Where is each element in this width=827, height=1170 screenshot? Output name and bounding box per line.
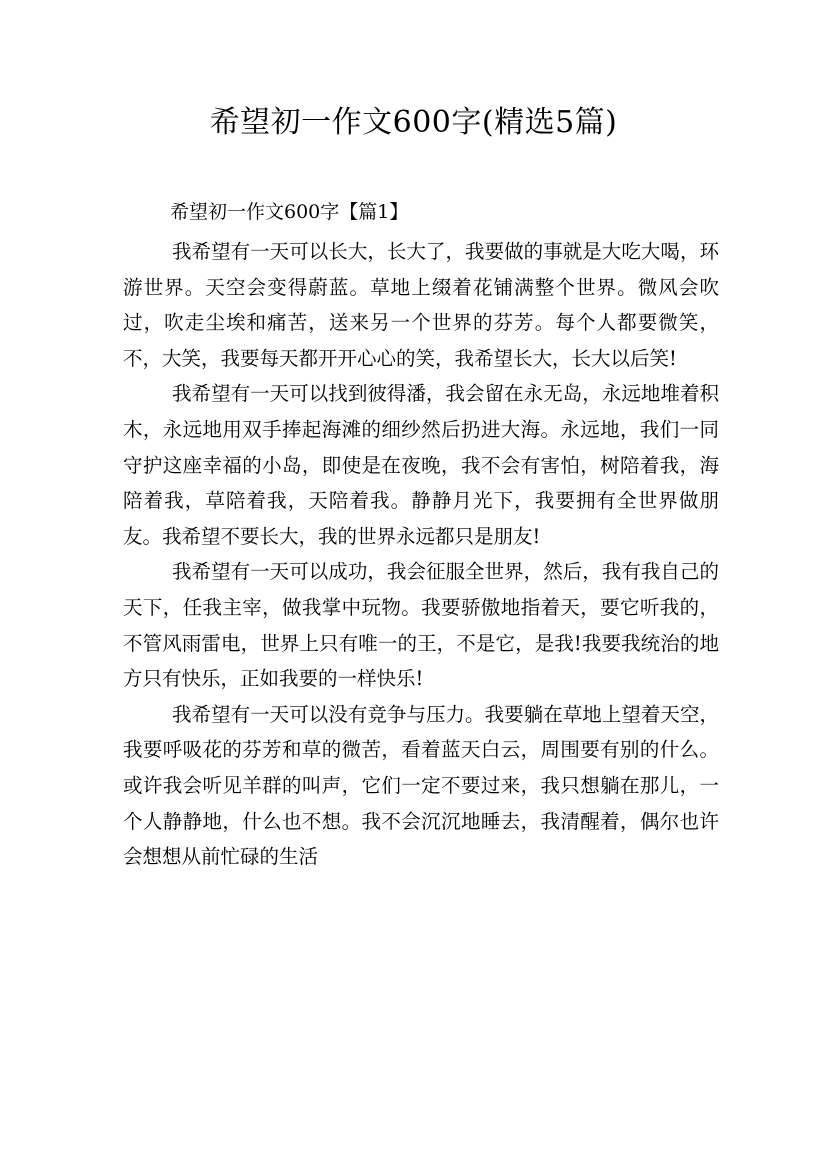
section-heading: 希望初一作文600字【篇1】 [170,201,409,223]
paragraph-2: 我希望有一天可以找到彼得潘，我会留在永无岛，永远地堆着积木，永远地用双手捧起海滩的细纱然后扔进大海。永远地，我们一同守护这座幸福的小岛，即使是在夜晚，我不会有害怕，树陪着我，海陪着我，草陪着我，天陪着我。静静月光下，我要拥有全世界做朋友。我希望不要长大，我的世界永远都只是朋友! [123,382,719,548]
document-title: 希望初一作文600字(精选5篇) [209,105,618,140]
paragraph-4: 我希望有一天可以没有竞争与压力。我要躺在草地上望着天空，我要呼吸花的芬芳和草的微苦，看着蓝天白云，周围要有别的什么。或许我会听见羊群的叫声，它们一定不要过来，我只想躺在那儿，一个人静静地，什么也不想。我不会沉沉地睡去，我清醒着，偶尔也许会想想从前忙碌的生活 [123,702,719,869]
paragraph-1: 我希望有一天可以长大，长大了，我要做的事就是大吃大喝，环游世界。天空会变得蔚蓝。草地上缀着花铺满整个世界。微风会吹过，吹走尘埃和痛苦，送来另一个世界的芬芳。每个人都要微笑，不，大笑，我要每天都开开心心的笑，我希望长大，长大以后笑! [123,240,719,370]
article-body [123,234,719,875]
paragraph-3: 我希望有一天可以成功，我会征服全世界，然后，我有我自己的天下，任我主宰，做我掌中玩物。我要骄傲地指着天，要它听我的，不管风雨雷电，世界上只有唯一的王，不是它，是我!我要我统治的地方只有快乐，正如我要的一样快乐! [123,560,719,691]
